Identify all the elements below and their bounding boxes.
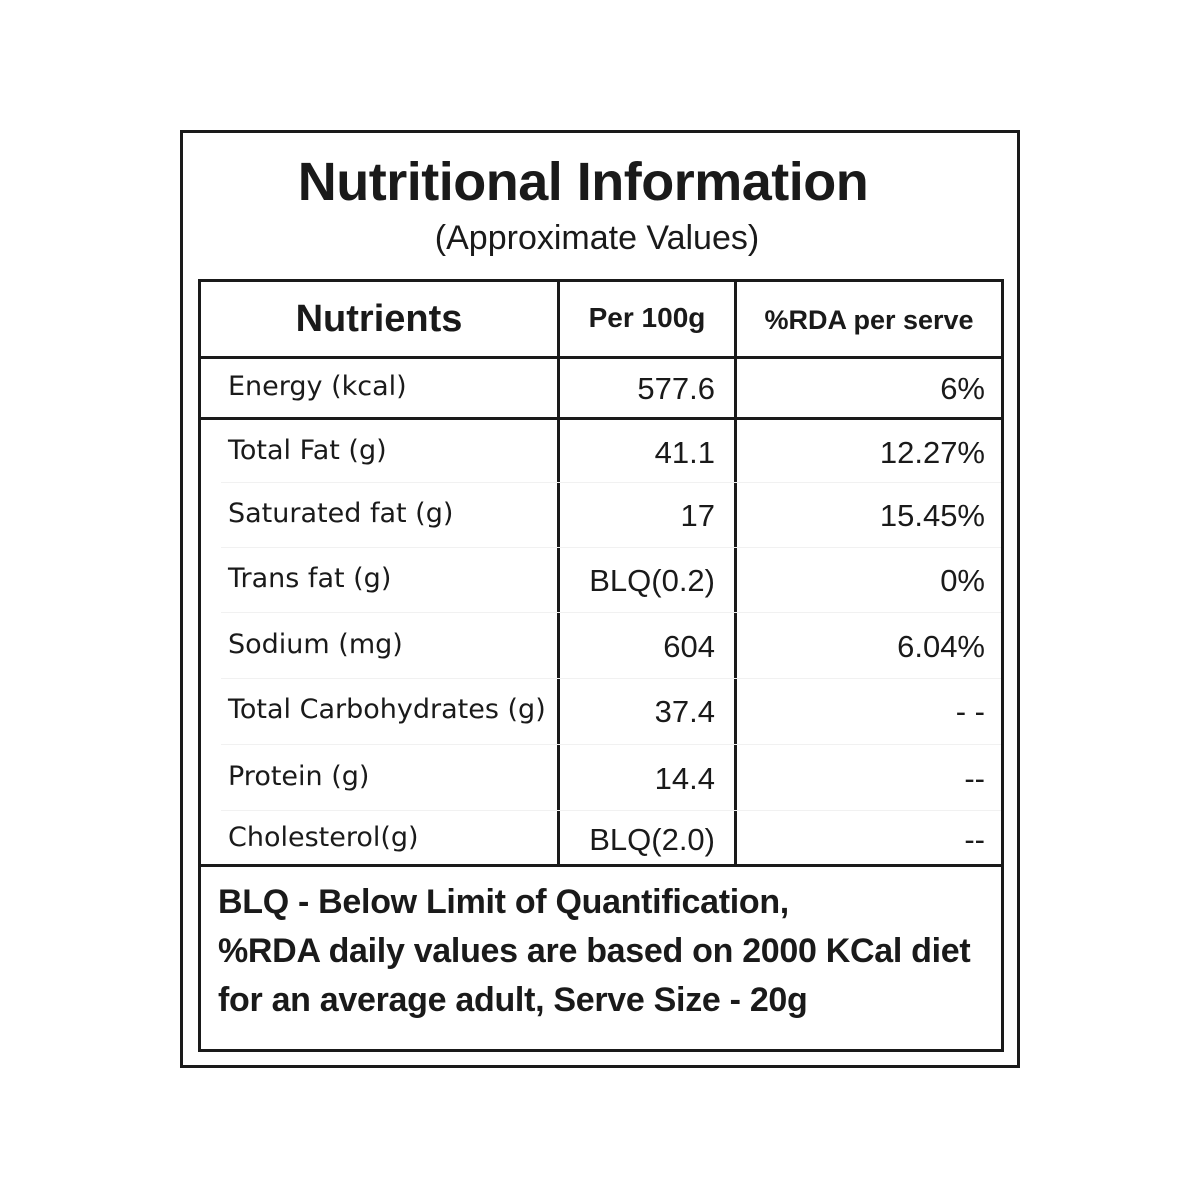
header-per-100g: Per 100g [588, 302, 706, 333]
row-per-100g-total-fat: 41.1 [654, 435, 715, 470]
row-divider [201, 864, 1001, 867]
footnote [218, 878, 998, 1025]
row-separator [221, 810, 1001, 811]
footnote-line: for an average adult, Serve Size - 20g [218, 981, 808, 1019]
row-rda-total-fat: 12.27% [879, 435, 985, 470]
row-label-energy: Energy (kcal) [228, 371, 407, 402]
row-divider [201, 417, 1001, 420]
row-label-total-carbohydrates: Total Carbohydrates (g) [228, 694, 546, 725]
row-per-100g-sodium: 604 [663, 629, 715, 664]
row-separator [221, 678, 1001, 679]
row-per-100g-saturated-fat: 17 [680, 498, 715, 533]
row-rda-sodium: 6.04% [897, 629, 985, 664]
row-separator [221, 547, 1001, 548]
row-per-100g-cholesterol: BLQ(2.0) [589, 822, 715, 857]
row-rda-saturated-fat: 15.45% [879, 498, 985, 533]
footnote-line: BLQ - Below Limit of Quantification, [218, 883, 789, 921]
row-label-saturated-fat: Saturated fat (g) [228, 498, 454, 529]
header-rda: %RDA per serve [764, 305, 974, 335]
row-per-100g-protein: 14.4 [654, 761, 715, 796]
header-nutrients: Nutrients [295, 298, 463, 340]
row-per-100g-total-carbohydrates: 37.4 [654, 694, 715, 729]
label-subtitle: (Approximate Values) [434, 219, 760, 257]
row-rda-total-carbohydrates: - - [955, 694, 985, 729]
row-per-100g-trans-fat: BLQ(0.2) [589, 563, 715, 598]
row-label-total-fat: Total Fat (g) [228, 435, 387, 466]
row-label-trans-fat: Trans fat (g) [228, 563, 392, 594]
row-rda-energy: 6% [940, 371, 985, 406]
row-separator [221, 612, 1001, 613]
row-rda-trans-fat: 0% [940, 563, 985, 598]
footnote-line: %RDA daily values are based on 2000 KCal diet [218, 932, 971, 970]
row-per-100g-energy: 577.6 [637, 371, 715, 406]
row-rda-protein: -- [964, 761, 985, 796]
label-title: Nutritional Information [297, 152, 869, 212]
row-rda-cholesterol: -- [964, 822, 985, 857]
row-separator [221, 482, 1001, 483]
nutrition-table [198, 279, 1004, 1052]
row-label-protein: Protein (g) [228, 761, 370, 792]
row-label-cholesterol: Cholesterol(g) [228, 822, 419, 853]
row-label-sodium: Sodium (mg) [228, 629, 403, 660]
row-separator [221, 744, 1001, 745]
row-divider [201, 356, 1001, 359]
nutrition-label [180, 130, 1020, 1068]
